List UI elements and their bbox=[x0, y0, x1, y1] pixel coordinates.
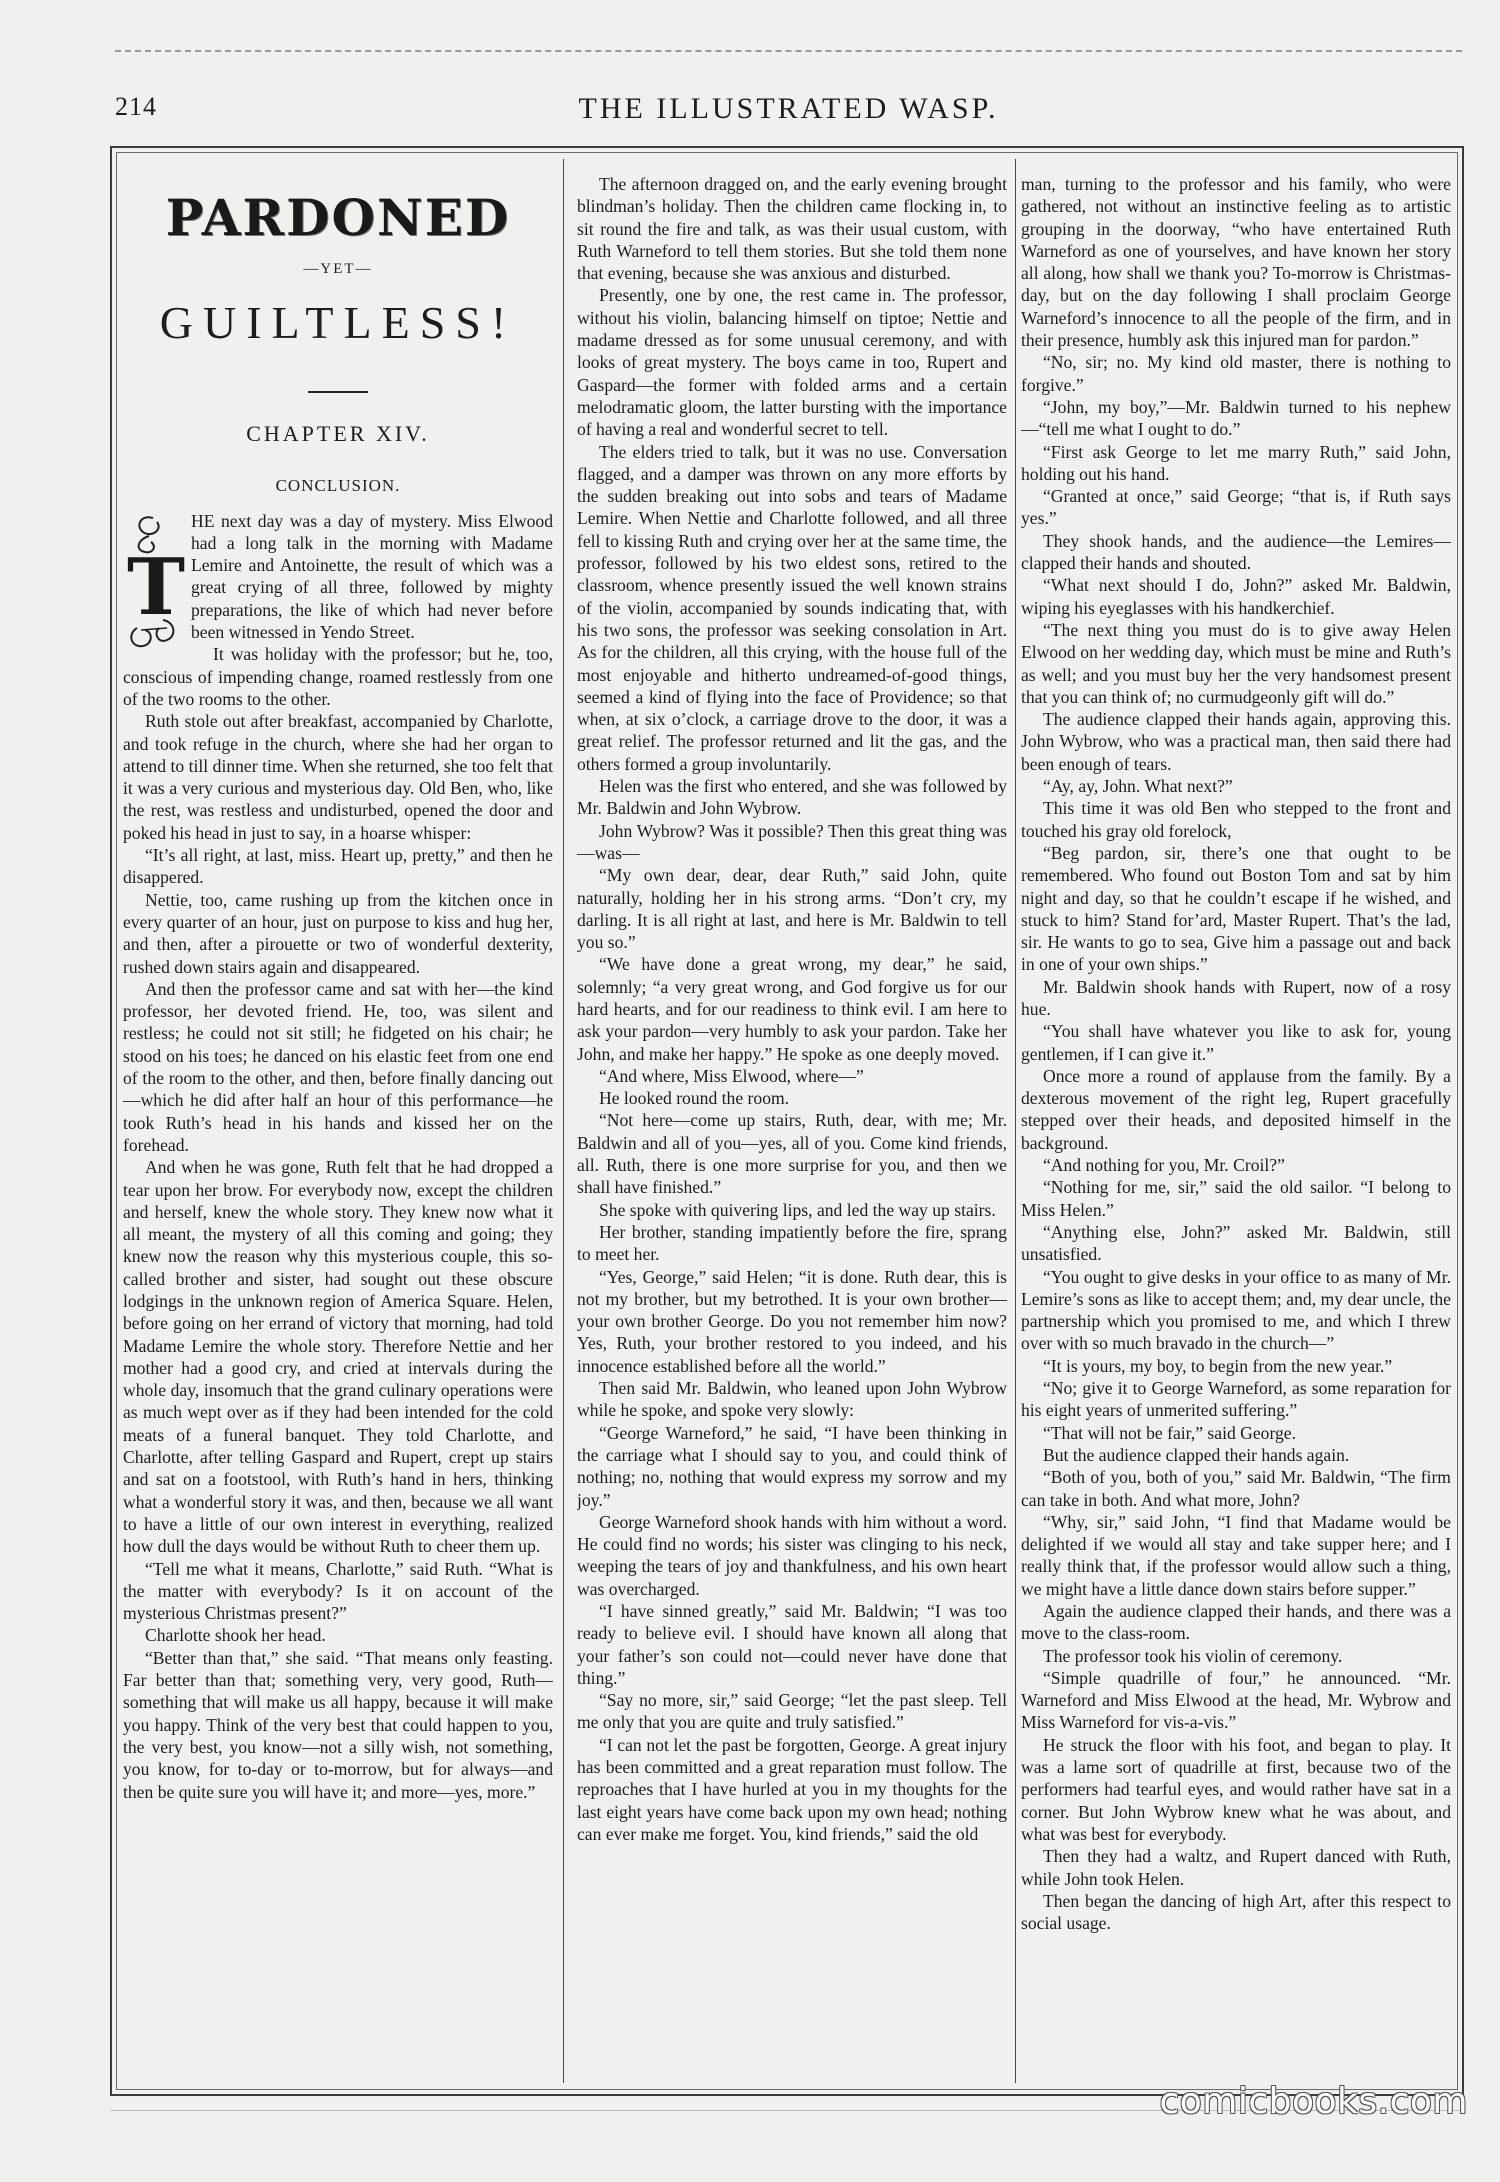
paragraph: “Both of you, both of you,” said Mr. Baldwin, “The firm can take in both. And what more, John? bbox=[1021, 1467, 1451, 1510]
paragraph: “You shall have whatever you like to ask for, young gentlemen, if I can give it.” bbox=[1021, 1021, 1451, 1064]
paragraph: “Say no more, sir,” said George; “let the past sleep. Tell me only that you are quite and truly satisfied.” bbox=[577, 1690, 1007, 1733]
paragraph: “It is yours, my boy, to begin from the new year.” bbox=[1043, 1355, 1393, 1376]
paragraph: Nettie, too, came rushing up from the kitchen once in every quarter of an hour, just on purpose to kiss and hug her, and then, after a pirouette or two of wonderful dexterity, rushed down stairs again and disappeared. bbox=[123, 889, 553, 977]
paragraph: “I have sinned greatly,” said Mr. Baldwin; “I was too ready to believe evil. I should have known all along that your father’s son could not—could never have done that thing.” bbox=[577, 1601, 1007, 1688]
watermark-logo: comicbooks.com bbox=[1159, 2081, 1468, 2122]
chapter-heading: CHAPTER XIV. bbox=[246, 421, 430, 446]
paragraph: They shook hands, and the audience—the Lemires—clapped their hands and shouted. bbox=[1021, 530, 1451, 574]
section-heading: CONCLUSION. bbox=[275, 476, 401, 496]
story-body-start bbox=[123, 510, 553, 1803]
dropcap-letter: T bbox=[127, 541, 186, 633]
column-1-body bbox=[123, 510, 553, 1803]
paragraph: “What next should I do, John?” asked Mr. Baldwin, wiping his eyeglasses with his handkerchief. bbox=[1021, 575, 1451, 618]
paragraph: “Why, sir,” said John, “I find that Madame would be delighted if we would all stay and take supper here; and I really think that, if the professor would allow such a thing, we might have a little dance down stairs before supper.” bbox=[1021, 1511, 1451, 1599]
paragraph: “That will not be fair,” said George. bbox=[1043, 1422, 1297, 1443]
paragraph: And then the professor came and sat with her—the kind professor, her devoted friend. He, too, was silent and restless; he could not sit still; he fidgeted on his chair; he stood on his toes; he danced on his elastic feet from one end of the room to the other, and then, before finally dancing out—which he did after half an hour of this performance—he took Ruth’s head in his hands and kissed her on the forehead. bbox=[123, 978, 553, 1155]
paragraph: “My own dear, dear, dear Ruth,” said John, quite naturally, holding her in his strong arms. “Don’t cry, my darling. It is all right at last, and here is Mr. Baldwin to tell you so.” bbox=[577, 865, 1007, 953]
title-rule bbox=[308, 391, 368, 393]
paragraph: “Ay, ay, John. What next?” bbox=[1043, 776, 1233, 797]
paragraph: “John, my boy,”—Mr. Baldwin turned to his nephew—“tell me what I ought to do.” bbox=[1021, 396, 1451, 440]
paragraph: He looked round the room. bbox=[599, 1088, 790, 1109]
paragraph: The audience clapped their hands again, approving this. John Wybrow, who was a practical man, then said there had been enough of tears. bbox=[1021, 709, 1451, 774]
ornamental-dropcap bbox=[123, 510, 185, 660]
paragraph: She spoke with quivering lips, and led the way up stairs. bbox=[599, 1199, 996, 1220]
paragraph: “Yes, George,” said Helen; “it is done. Ruth dear, this is not my brother, but my betrothed. It is your own brother—your own brother George. Do you not remember him now? Yes, Ruth, your brother restored to you indeed, and his innocence established before all the world.” bbox=[577, 1266, 1007, 1376]
paragraph: This time it was old Ben who stepped to the front and touched his gray old forelock, bbox=[1021, 798, 1451, 841]
paragraph: “You ought to give desks in your office to as many of Mr. Lemire’s sons as like to accept them; and, my dear uncle, the partnership which you promised to me, and which I threw over with so much bravado in the church—” bbox=[1021, 1266, 1451, 1354]
paragraph: Her brother, standing impatiently before the fire, sprang to meet her. bbox=[577, 1221, 1007, 1265]
story-subtitle: —YET— bbox=[303, 261, 373, 277]
paragraph: And when he was gone, Ruth felt that he had dropped a tear upon her brow. For everybody now, except the children and herself, knew the whole story. They knew now what it all meant, the mystery of all this coming and going; they knew now the reason why this mysterious couple, this so-called brother and sister, had sought out these obscure lodgings in the unknown region of America Square. Helen, before going on her errand of victory that morning, had told Madame Lemire the whole story. Therefore Nettie and her mother had a good cry, and cried at intervals during the whole day, insomuch that the grand culinary operations were as much wept over as if they had been intended for the cold meats of a funeral banquet. They told Charlotte, and Charlotte, after telling Gaspard and Rupert, crept up stairs and sat on a footstool, with Ruth’s hand in hers, thinking what a wonderful story it was, and then, because we all want to have a little of our own interest in everything, realized how dull the days would be without Ruth to cheer them up. bbox=[123, 1157, 553, 1557]
article-frame-inner bbox=[116, 152, 1458, 2090]
paragraph: Again the audience clapped their hands, and there was a move to the class-room. bbox=[1021, 1601, 1451, 1644]
paragraph: Once more a round of applause from the family. By a dexterous movement of the right leg, Rupert gracefully stepped over their heads, and deposited himself in the background. bbox=[1021, 1065, 1451, 1153]
paragraph: It was holiday with the professor; but he, too, conscious of impending change, roamed restlessly from one of the two rooms to the other. bbox=[123, 644, 553, 709]
paragraph: HE next day was a day of mystery. Miss Elwood had a long talk in the morning with Madame Lemire and Antoinette, the result of which was a great crying of all three, followed by mighty preparations, the like of which had never before been witnessed in Yendo Street. bbox=[191, 510, 553, 643]
paragraph: “George Warneford,” he said, “I have been thinking in the carriage what I should say to you, and could think of nothing; no, nothing that would express my sorrow and my joy.” bbox=[577, 1422, 1007, 1510]
paragraph: “First ask George to let me marry Ruth,” said John, holding out his hand. bbox=[1021, 441, 1451, 484]
paragraph: “We have done a great wrong, my dear,” he said, solemnly; “a very great wrong, and God forgive us for our hard hearts, and for our readiness to think evil. I am here to ask your pardon—very humbly to ask your pardon. Take her John, and make her happy.” He spoke as one deeply moved. bbox=[577, 954, 1007, 1064]
paragraph: “Anything else, John?” asked Mr. Baldwin, still unsatisfied. bbox=[1021, 1221, 1451, 1265]
paragraph: John Wybrow? Was it possible? Then this great thing was—was— bbox=[577, 820, 1007, 863]
paragraph: Mr. Baldwin shook hands with Rupert, now of a rosy hue. bbox=[1021, 976, 1451, 1019]
paragraph: But the audience clapped their hands again. bbox=[1043, 1444, 1350, 1465]
paragraph: “It’s all right, at last, miss. Heart up, pretty,” and then he disappered. bbox=[123, 845, 553, 888]
story-title-block bbox=[123, 187, 553, 498]
paragraph: “Nothing for me, sir,” said the old sailor. “I belong to Miss Helen.” bbox=[1021, 1177, 1451, 1220]
paragraph: “And where, Miss Elwood, where—” bbox=[599, 1065, 864, 1086]
page-number: 214 bbox=[115, 92, 157, 121]
column-2 bbox=[577, 173, 1007, 2075]
paragraph: “Not here—come up stairs, Ruth, dear, with me; Mr. Baldwin and all of you—yes, all of you. Come kind friends, all. Ruth, there is one more surprise for you, and then we shall have finished.” bbox=[577, 1110, 1007, 1198]
column-1 bbox=[123, 173, 553, 2075]
paragraph: “Simple quadrille of four,” he announced. “Mr. Warneford and Miss Elwood at the head, Mr. Wybrow and Miss Warneford for vis-a-vis.” bbox=[1021, 1667, 1451, 1733]
story-title-line2: GUILTLESS! bbox=[159, 297, 517, 348]
paragraph: Presently, one by one, the rest came in. The professor, without his violin, balancing himself on tiptoe; Nettie and madame dressed as for some unusual ceremony, and with looks of great mystery. The boys came in too, Rupert and Gaspard—the former with folded arms and a certain melodramatic gloom, the latter bursting with the importance of having a real and wonderful secret to tell. bbox=[577, 285, 1007, 440]
paragraph: “No, sir; no. My kind old master, there is nothing to forgive.” bbox=[1021, 352, 1451, 395]
paragraph: Ruth stole out after breakfast, accompanied by Charlotte, and took refuge in the church, where she had her organ to attend to till dinner time. When she returned, she too felt that it was a very curious and mysterious day. Old Ben, who, like the rest, was restless and undisturbed, opened the door and poked his head in just to say, in a hoarse whisper: bbox=[123, 711, 553, 843]
column-divider bbox=[563, 159, 564, 2083]
paragraph: Then began the dancing of high Art, after this respect to social usage. bbox=[1021, 1890, 1451, 1934]
top-dashed-rule bbox=[115, 50, 1462, 52]
paragraph: “Beg pardon, sir, there’s one that ought to be remembered. Who found out Boston Tom and sat by him night and day, so that he couldn’t escape if he wished, and stuck to him? Stand for’ard, Master Rupert. That’s the lad, sir. He wants to go to sea, Give him a passage out and back in one of your own ships.” bbox=[1021, 842, 1451, 975]
paragraph: He struck the floor with his foot, and began to play. It was a lame sort of quadrille at first, because two of the performers had tearful eyes, and would rather have sat in a corner. But John Wybrow knew what he was about, and what was best for everybody. bbox=[1021, 1734, 1451, 1844]
paragraph: Then said Mr. Baldwin, who leaned upon John Wybrow while he spoke, and spoke very slowly: bbox=[577, 1378, 1007, 1421]
column-3 bbox=[1021, 173, 1451, 2075]
paragraph: Helen was the first who entered, and she was followed by Mr. Baldwin and John Wybrow. bbox=[577, 776, 1007, 819]
paragraph: “I can not let the past be forgotten, George. A great injury has been committed and a great reparation must follow. The reproaches that I have hurled at you in my thoughts for the last eight years have come back upon my own head; nothing can ever make me forget. You, kind friends,” said the old bbox=[577, 1734, 1007, 1844]
paragraph: “Better than that,” she said. “That means only feasting. Far better than that; something very, very good, Ruth—something that will make us all happy, because it will make you happy. Think of the very best that could happen to you, the very best, you know—not a silly wish, not something, you know, for to-day or to-morrow, but for always—and then be quite sure you will have it; and more—yes, more.” bbox=[123, 1647, 553, 1802]
paragraph: “Tell me what it means, Charlotte,” said Ruth. “What is the matter with everybody? Is it on account of the mysterious Christmas present?” bbox=[123, 1558, 553, 1624]
paragraph: The afternoon dragged on, and the early evening brought blindman’s holiday. Then the children came flocking in, to sit round the fire and talk, as was their usual custom, with Ruth Warneford to tell them stories. But she told them none that evening, because she was anxious and disturbed. bbox=[577, 174, 1007, 284]
page-header bbox=[115, 92, 1462, 136]
paragraph: Then they had a waltz, and Rupert danced with Ruth, while John took Helen. bbox=[1021, 1846, 1451, 1889]
article-frame bbox=[110, 146, 1464, 2096]
paragraph: The professor took his violin of ceremony. bbox=[1043, 1645, 1343, 1666]
publication-title: THE ILLUSTRATED WASP. bbox=[578, 92, 999, 125]
paragraph: “No; give it to George Warneford, as some reparation for his eight years of unmerited suffering.” bbox=[1021, 1378, 1451, 1421]
column-divider bbox=[1015, 159, 1016, 2083]
paragraph: “And nothing for you, Mr. Croil?” bbox=[1043, 1155, 1285, 1176]
paragraph: “Granted at once,” said George; “that is, if Ruth says yes.” bbox=[1021, 486, 1451, 529]
paragraph: George Warneford shook hands with him without a word. He could find no words; his sister was clinging to his neck, weeping the tears of joy and thankfulness, and his own heart was overcharged. bbox=[577, 1511, 1007, 1599]
paragraph: The elders tried to talk, but it was no use. Conversation flagged, and a damper was thrown on any more efforts by the sudden breaking out into sobs and tears of Madame Lemire. When Nettie and Charlotte followed, and all three fell to kissing Ruth and crying over her at the same time, the professor, followed by his two eldest sons, retired to the classroom, whence presently issued the well known strains of the violin, accompanied by sounds indicating that, with his two sons, the professor was seeking consolation in Art. As for the children, all this crying, with the house full of the most enjoyable and hitherto undreamed-of-good things, seemed a kind of flying into the face of Providence; so that when, at six o’clock, a carriage drove to the door, it was a great relief. The professor returned and lit the gas, and the others formed a group involuntarily. bbox=[577, 441, 1007, 774]
paragraph: man, turning to the professor and his family, who were gathered, not without an instinctive feeling as to artistic grouping in the doorway, “who have entertained Ruth Warneford as one of yourselves, and have known her story all along, how shall we thank you? To-morrow is Christmas-day, but on the day following I shall proclaim George Warneford’s innocence to all the people of the firm, and in their presence, humbly ask this injured man for pardon.” bbox=[1021, 174, 1451, 351]
paragraph: “The next thing you must do is to give away Helen Elwood on her wedding day, which must be mine and Ruth’s as well; and you must buy her the very handsomest present that you can think of; no curmudgeonly gift will do.” bbox=[1021, 619, 1451, 707]
paragraph: Charlotte shook her head. bbox=[145, 1625, 326, 1646]
story-title: PARDONED bbox=[165, 188, 511, 247]
